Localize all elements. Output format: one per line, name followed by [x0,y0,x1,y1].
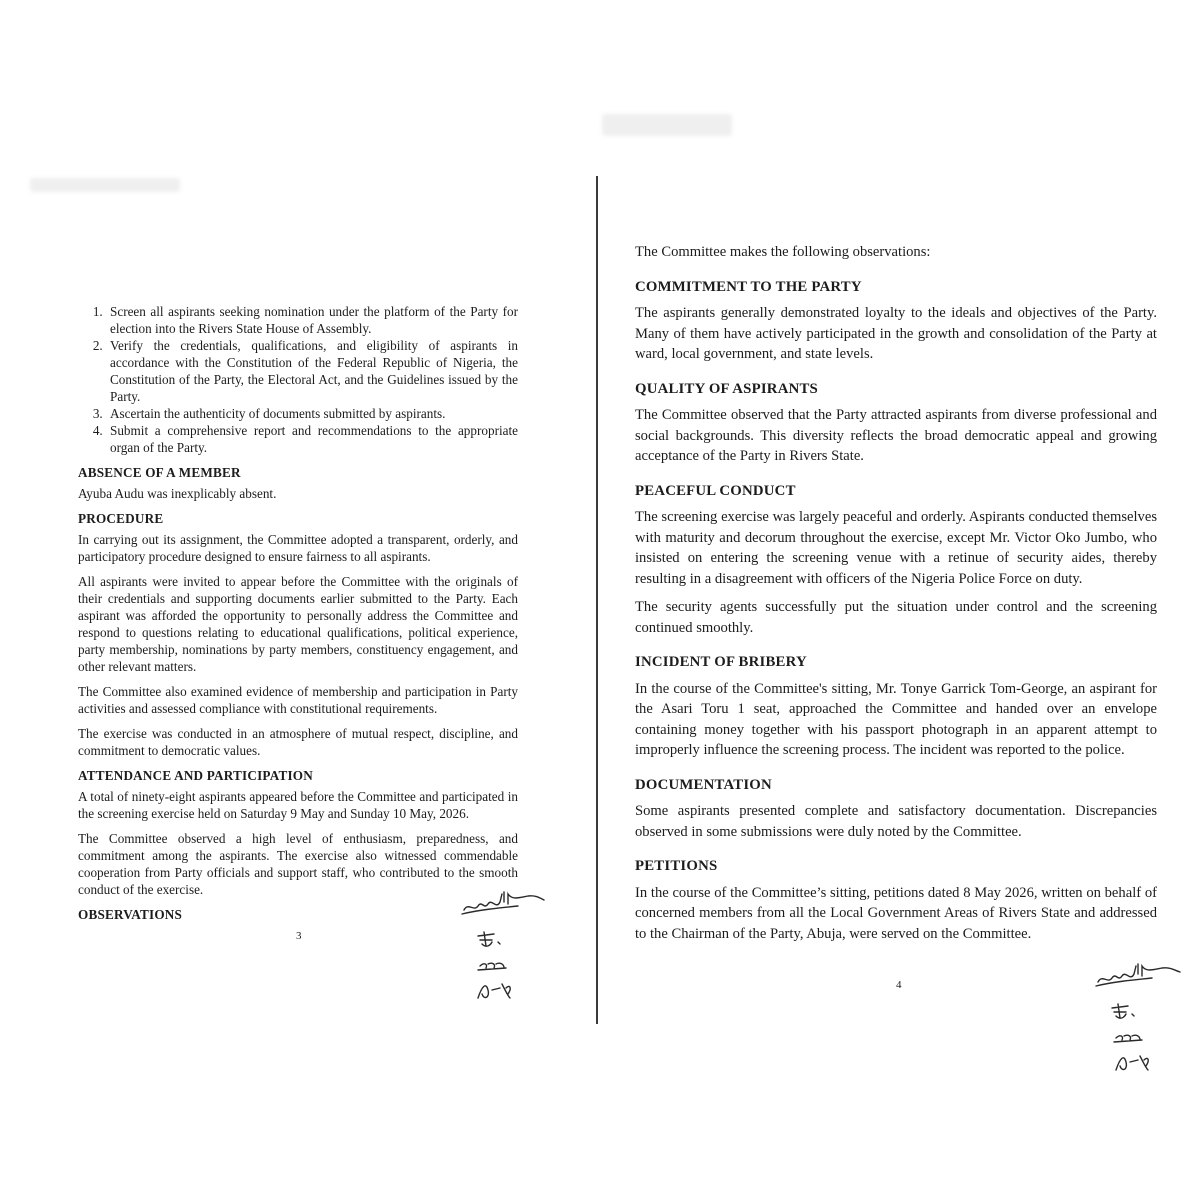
list-item: 3. Ascertain the authenticity of documents submitted by aspirants. [106,405,518,422]
page-number: 3 [296,930,302,942]
signature-initials-icon [448,888,558,1008]
procedure-paragraph: In carrying out its assignment, the Committee adopted a transparent, orderly, and participatory procedure designed to ensure fairness to all aspirants. [78,532,518,564]
commitment-paragraph: The aspirants generally demonstrated loyalty to the ideals and objectives of the Party. Many of them have actively participated in the growth and consolidation of the Party at ward, local government, and state levels. [635,305,1157,362]
list-item: 4. Submit a comprehensive report and recommendations to the appropriate organ of the Party. [106,422,518,456]
procedure-paragraph: The exercise was conducted in an atmosphere of mutual respect, discipline, and commitment to democratic values. [78,726,518,758]
peaceful-conduct-heading: PEACEFUL CONDUCT [635,482,796,499]
observations-intro: The Committee makes the following observations: [635,244,931,260]
procedure-heading: PROCEDURE [78,511,164,526]
procedure-paragraph: The Committee also examined evidence of membership and participation in Party activities and assessed compliance with constitutional requirements. [78,684,518,716]
list-item: 1. Screen all aspirants seeking nomination under the platform of the Party for election into the Rivers State House of Assembly. [106,303,518,337]
signatures-block [1086,958,1196,1078]
attendance-paragraph: A total of ninety-eight aspirants appeared before the Committee and participated in the screening exercise held on Saturday 9 May and Sunday 10 May, 2026. [78,789,518,821]
page-4-body [635,242,1157,952]
bribery-heading: INCIDENT OF BRIBERY [635,654,807,670]
peaceful-conduct-paragraph: The security agents successfully put the situation under control and the screening continued smoothly. [635,599,1157,636]
page-number: 4 [896,979,902,991]
petitions-paragraph: In the course of the Committee’s sitting, petitions dated 8 May 2026, written on behalf of concerned members from all the Local Government Areas of Rivers State and addressed to the Chairman of the Party, Abuja, were served on the Committee. [635,884,1157,942]
quality-paragraph: The Committee observed that the Party attracted aspirants from diverse professional and social backgrounds. This diversity reflects the broad democratic appeal and growing acceptance of the Party in Rivers State. [635,407,1157,464]
attendance-heading: ATTENDANCE AND PARTICIPATION [78,768,313,783]
documentation-heading: DOCUMENTATION [635,776,772,793]
bribery-paragraph: In the course of the Committee's sitting, Mr. Tonye Garrick Tom-George, an aspirant for the Asari Toru 1 seat, approached the Committee and handed over an envelope containing money together with his passport photograph in an apparent attempt to improperly influence the screening process. The incident was reported to the police. [635,680,1157,758]
absence-text: Ayuba Audu was inexplicably absent. [78,486,277,501]
documentation-paragraph: Some aspirants presented complete and satisfactory documentation. Discrepancies observed in some submissions were duly noted by the Committee. [635,803,1157,840]
observations-heading: OBSERVATIONS [78,907,183,922]
absence-heading: ABSENCE OF A MEMBER [78,465,241,480]
petitions-heading: PETITIONS [635,858,718,874]
commitment-heading: COMMITMENT TO THE PARTY [635,278,862,295]
signatures-block [448,888,558,1008]
attendance-paragraph: The Committee observed a high level of enthusiasm, preparedness, and commitment among the aspirants. The exercise also witnessed commendable cooperation from Party officials and support staff, who contributed to the smooth conduct of the exercise. [78,831,518,897]
page-3-body [78,303,518,927]
peaceful-conduct-paragraph: The screening exercise was largely peaceful and orderly. Aspirants conducted themselves with maturity and decorum throughout the exercise, except Mr. Victor Oko Jumbo, who insisted on entering the screening venue with a retinue of security aides, thereby resulting in a disagreement with officers of the Nigeria Police Force on duty. [635,509,1157,587]
page-4 [598,0,1200,1200]
signature-initials-icon [1086,958,1196,1078]
scan-smudge [30,178,180,192]
quality-heading: QUALITY OF ASPIRANTS [635,380,818,397]
list-item: 2. Verify the credentials, qualifications, and eligibility of aspirants in accordance with the Constitution of the Federal Republic of Nigeria, the Constitution of the Party, the Electoral Act, and the Guidelines issued by the Party. [106,337,518,405]
scan-smudge [602,114,732,136]
procedure-paragraph: All aspirants were invited to appear before the Committee with the originals of their credentials and supporting documents earlier submitted to the Party. Each aspirant was afforded the opportunity to personally address the Committee and respond to questions relating to educational qualifications, political experience, party membership, nominations by party members, constituency engagement, and other relevant matters. [78,574,518,674]
terms-of-reference-list [78,303,518,456]
page-3 [0,0,596,1200]
